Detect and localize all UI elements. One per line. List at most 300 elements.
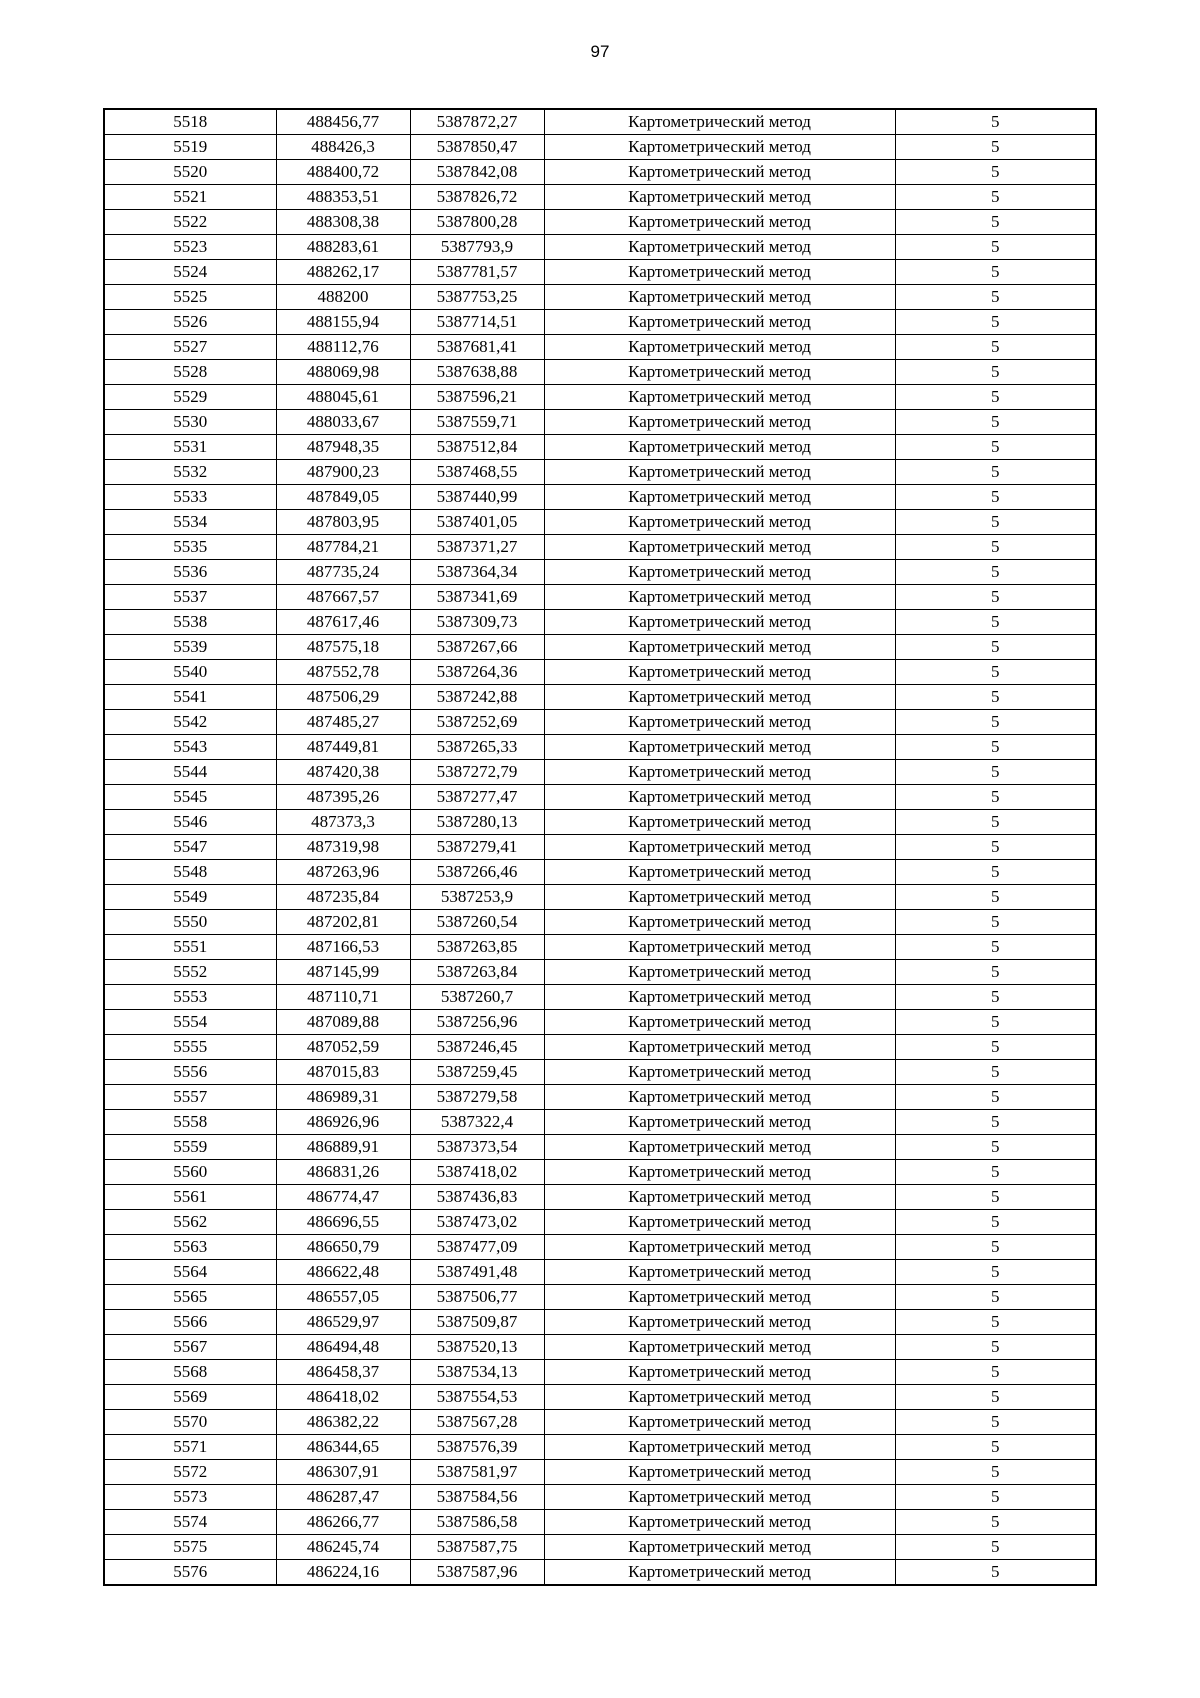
- method-cell: Картометрический метод: [544, 785, 895, 810]
- point-number-cell: 5536: [104, 560, 276, 585]
- table-row: [104, 935, 1096, 960]
- y-coordinate-cell: 5387793,9: [410, 235, 544, 260]
- x-coordinate-cell: 487015,83: [276, 1060, 410, 1085]
- accuracy-cell: 5: [895, 285, 1096, 310]
- x-coordinate-cell: 486529,97: [276, 1310, 410, 1335]
- y-coordinate-cell: 5387850,47: [410, 135, 544, 160]
- x-coordinate-cell: 486622,48: [276, 1260, 410, 1285]
- accuracy-cell: 5: [895, 1385, 1096, 1410]
- accuracy-cell: 5: [895, 985, 1096, 1010]
- table-row: [104, 1210, 1096, 1235]
- accuracy-cell: 5: [895, 1010, 1096, 1035]
- accuracy-cell: 5: [895, 1085, 1096, 1110]
- x-coordinate-cell: 486287,47: [276, 1485, 410, 1510]
- table-row: [104, 485, 1096, 510]
- method-cell: Картометрический метод: [544, 1385, 895, 1410]
- y-coordinate-cell: 5387277,47: [410, 785, 544, 810]
- table-row: [104, 660, 1096, 685]
- point-number-cell: 5571: [104, 1435, 276, 1460]
- accuracy-cell: 5: [895, 185, 1096, 210]
- table-row: [104, 835, 1096, 860]
- x-coordinate-cell: 488200: [276, 285, 410, 310]
- method-cell: Картометрический метод: [544, 285, 895, 310]
- x-coordinate-cell: 487485,27: [276, 710, 410, 735]
- point-number-cell: 5531: [104, 435, 276, 460]
- point-number-cell: 5540: [104, 660, 276, 685]
- point-number-cell: 5568: [104, 1360, 276, 1385]
- accuracy-cell: 5: [895, 410, 1096, 435]
- accuracy-cell: 5: [895, 1285, 1096, 1310]
- method-cell: Картометрический метод: [544, 885, 895, 910]
- accuracy-cell: 5: [895, 785, 1096, 810]
- method-cell: Картометрический метод: [544, 109, 895, 135]
- table-row: [104, 410, 1096, 435]
- table-row: [104, 735, 1096, 760]
- x-coordinate-cell: 488069,98: [276, 360, 410, 385]
- table-row: [104, 385, 1096, 410]
- x-coordinate-cell: 486344,65: [276, 1435, 410, 1460]
- method-cell: Картометрический метод: [544, 1410, 895, 1435]
- method-cell: Картометрический метод: [544, 635, 895, 660]
- table-row: [104, 585, 1096, 610]
- point-number-cell: 5550: [104, 910, 276, 935]
- accuracy-cell: 5: [895, 1185, 1096, 1210]
- accuracy-cell: 5: [895, 485, 1096, 510]
- method-cell: Картометрический метод: [544, 435, 895, 460]
- accuracy-cell: 5: [895, 360, 1096, 385]
- accuracy-cell: 5: [895, 835, 1096, 860]
- x-coordinate-cell: 486307,91: [276, 1460, 410, 1485]
- method-cell: Картометрический метод: [544, 135, 895, 160]
- y-coordinate-cell: 5387581,97: [410, 1460, 544, 1485]
- method-cell: Картометрический метод: [544, 235, 895, 260]
- method-cell: Картометрический метод: [544, 510, 895, 535]
- point-number-cell: 5530: [104, 410, 276, 435]
- x-coordinate-cell: 486245,74: [276, 1535, 410, 1560]
- accuracy-cell: 5: [895, 210, 1096, 235]
- accuracy-cell: 5: [895, 1260, 1096, 1285]
- point-number-cell: 5552: [104, 960, 276, 985]
- y-coordinate-cell: 5387264,36: [410, 660, 544, 685]
- x-coordinate-cell: 487089,88: [276, 1010, 410, 1035]
- method-cell: Картометрический метод: [544, 1510, 895, 1535]
- x-coordinate-cell: 487449,81: [276, 735, 410, 760]
- method-cell: Картометрический метод: [544, 585, 895, 610]
- method-cell: Картометрический метод: [544, 210, 895, 235]
- x-coordinate-cell: 487948,35: [276, 435, 410, 460]
- y-coordinate-cell: 5387373,54: [410, 1135, 544, 1160]
- method-cell: Картометрический метод: [544, 810, 895, 835]
- method-cell: Картометрический метод: [544, 1535, 895, 1560]
- point-number-cell: 5541: [104, 685, 276, 710]
- accuracy-cell: 5: [895, 1335, 1096, 1360]
- accuracy-cell: 5: [895, 109, 1096, 135]
- x-coordinate-cell: 487110,71: [276, 985, 410, 1010]
- method-cell: Картометрический метод: [544, 985, 895, 1010]
- point-number-cell: 5560: [104, 1160, 276, 1185]
- table-row: [104, 185, 1096, 210]
- table-row: [104, 1535, 1096, 1560]
- accuracy-cell: 5: [895, 335, 1096, 360]
- point-number-cell: 5545: [104, 785, 276, 810]
- accuracy-cell: 5: [895, 1510, 1096, 1535]
- point-number-cell: 5520: [104, 160, 276, 185]
- x-coordinate-cell: 486831,26: [276, 1160, 410, 1185]
- point-number-cell: 5548: [104, 860, 276, 885]
- table-row: [104, 1485, 1096, 1510]
- x-coordinate-cell: 487735,24: [276, 560, 410, 585]
- accuracy-cell: 5: [895, 510, 1096, 535]
- y-coordinate-cell: 5387242,88: [410, 685, 544, 710]
- x-coordinate-cell: 487420,38: [276, 760, 410, 785]
- method-cell: Картометрический метод: [544, 410, 895, 435]
- y-coordinate-cell: 5387559,71: [410, 410, 544, 435]
- x-coordinate-cell: 486266,77: [276, 1510, 410, 1535]
- point-number-cell: 5559: [104, 1135, 276, 1160]
- point-number-cell: 5535: [104, 535, 276, 560]
- method-cell: Картометрический метод: [544, 1360, 895, 1385]
- x-coordinate-cell: 488112,76: [276, 335, 410, 360]
- table-row: [104, 810, 1096, 835]
- point-number-cell: 5551: [104, 935, 276, 960]
- method-cell: Картометрический метод: [544, 360, 895, 385]
- table-row: [104, 760, 1096, 785]
- point-number-cell: 5539: [104, 635, 276, 660]
- y-coordinate-cell: 5387781,57: [410, 260, 544, 285]
- x-coordinate-cell: 487784,21: [276, 535, 410, 560]
- x-coordinate-cell: 488400,72: [276, 160, 410, 185]
- table-row: [104, 1460, 1096, 1485]
- method-cell: Картометрический метод: [544, 910, 895, 935]
- accuracy-cell: 5: [895, 1410, 1096, 1435]
- table-row: [104, 1385, 1096, 1410]
- point-number-cell: 5564: [104, 1260, 276, 1285]
- point-number-cell: 5556: [104, 1060, 276, 1085]
- y-coordinate-cell: 5387364,34: [410, 560, 544, 585]
- point-number-cell: 5570: [104, 1410, 276, 1435]
- table-row: [104, 460, 1096, 485]
- method-cell: Картометрический метод: [544, 735, 895, 760]
- y-coordinate-cell: 5387534,13: [410, 1360, 544, 1385]
- table-row: [104, 510, 1096, 535]
- accuracy-cell: 5: [895, 1135, 1096, 1160]
- x-coordinate-cell: 487667,57: [276, 585, 410, 610]
- table-row: [104, 360, 1096, 385]
- x-coordinate-cell: 488308,38: [276, 210, 410, 235]
- method-cell: Картометрический метод: [544, 1060, 895, 1085]
- y-coordinate-cell: 5387253,9: [410, 885, 544, 910]
- accuracy-cell: 5: [895, 260, 1096, 285]
- table-row: [104, 235, 1096, 260]
- point-number-cell: 5537: [104, 585, 276, 610]
- point-number-cell: 5544: [104, 760, 276, 785]
- accuracy-cell: 5: [895, 710, 1096, 735]
- y-coordinate-cell: 5387259,45: [410, 1060, 544, 1085]
- accuracy-cell: 5: [895, 160, 1096, 185]
- method-cell: Картометрический метод: [544, 610, 895, 635]
- y-coordinate-cell: 5387272,79: [410, 760, 544, 785]
- method-cell: Картометрический метод: [544, 1110, 895, 1135]
- x-coordinate-cell: 486382,22: [276, 1410, 410, 1435]
- y-coordinate-cell: 5387322,4: [410, 1110, 544, 1135]
- point-number-cell: 5533: [104, 485, 276, 510]
- table-row: [104, 910, 1096, 935]
- point-number-cell: 5543: [104, 735, 276, 760]
- method-cell: Картометрический метод: [544, 1135, 895, 1160]
- method-cell: Картометрический метод: [544, 1460, 895, 1485]
- point-number-cell: 5557: [104, 1085, 276, 1110]
- x-coordinate-cell: 487166,53: [276, 935, 410, 960]
- point-number-cell: 5574: [104, 1510, 276, 1535]
- x-coordinate-cell: 486418,02: [276, 1385, 410, 1410]
- x-coordinate-cell: 487803,95: [276, 510, 410, 535]
- method-cell: Картометрический метод: [544, 1235, 895, 1260]
- accuracy-cell: 5: [895, 385, 1096, 410]
- y-coordinate-cell: 5387309,73: [410, 610, 544, 635]
- accuracy-cell: 5: [895, 1235, 1096, 1260]
- table-row: [104, 310, 1096, 335]
- y-coordinate-cell: 5387260,7: [410, 985, 544, 1010]
- method-cell: Картометрический метод: [544, 185, 895, 210]
- table-row: [104, 1110, 1096, 1135]
- method-cell: Картометрический метод: [544, 1085, 895, 1110]
- x-coordinate-cell: 488426,3: [276, 135, 410, 160]
- method-cell: Картометрический метод: [544, 1210, 895, 1235]
- table-row: [104, 435, 1096, 460]
- y-coordinate-cell: 5387341,69: [410, 585, 544, 610]
- x-coordinate-cell: 486889,91: [276, 1135, 410, 1160]
- y-coordinate-cell: 5387468,55: [410, 460, 544, 485]
- y-coordinate-cell: 5387520,13: [410, 1335, 544, 1360]
- point-number-cell: 5558: [104, 1110, 276, 1135]
- table-row: [104, 1285, 1096, 1310]
- x-coordinate-cell: 487373,3: [276, 810, 410, 835]
- x-coordinate-cell: 487319,98: [276, 835, 410, 860]
- x-coordinate-cell: 488262,17: [276, 260, 410, 285]
- method-cell: Картометрический метод: [544, 1310, 895, 1335]
- table-row: [104, 1060, 1096, 1085]
- table-row: [104, 785, 1096, 810]
- y-coordinate-cell: 5387842,08: [410, 160, 544, 185]
- method-cell: Картометрический метод: [544, 1260, 895, 1285]
- x-coordinate-cell: 487506,29: [276, 685, 410, 710]
- method-cell: Картометрический метод: [544, 385, 895, 410]
- point-number-cell: 5567: [104, 1335, 276, 1360]
- y-coordinate-cell: 5387491,48: [410, 1260, 544, 1285]
- method-cell: Картометрический метод: [544, 460, 895, 485]
- accuracy-cell: 5: [895, 810, 1096, 835]
- table-row: [104, 285, 1096, 310]
- accuracy-cell: 5: [895, 1310, 1096, 1335]
- method-cell: Картометрический метод: [544, 1160, 895, 1185]
- y-coordinate-cell: 5387509,87: [410, 1310, 544, 1335]
- accuracy-cell: 5: [895, 560, 1096, 585]
- x-coordinate-cell: 488045,61: [276, 385, 410, 410]
- table-row: [104, 1510, 1096, 1535]
- table-row: [104, 1335, 1096, 1360]
- accuracy-cell: 5: [895, 860, 1096, 885]
- method-cell: Картометрический метод: [544, 685, 895, 710]
- y-coordinate-cell: 5387267,66: [410, 635, 544, 660]
- accuracy-cell: 5: [895, 685, 1096, 710]
- y-coordinate-cell: 5387512,84: [410, 435, 544, 460]
- table-row: [104, 210, 1096, 235]
- method-cell: Картометрический метод: [544, 1435, 895, 1460]
- method-cell: Картометрический метод: [544, 335, 895, 360]
- x-coordinate-cell: 487263,96: [276, 860, 410, 885]
- table-row: [104, 135, 1096, 160]
- point-number-cell: 5566: [104, 1310, 276, 1335]
- accuracy-cell: 5: [895, 760, 1096, 785]
- y-coordinate-cell: 5387554,53: [410, 1385, 544, 1410]
- x-coordinate-cell: 486650,79: [276, 1235, 410, 1260]
- accuracy-cell: 5: [895, 635, 1096, 660]
- point-number-cell: 5565: [104, 1285, 276, 1310]
- accuracy-cell: 5: [895, 1160, 1096, 1185]
- method-cell: Картометрический метод: [544, 1010, 895, 1035]
- x-coordinate-cell: 486494,48: [276, 1335, 410, 1360]
- y-coordinate-cell: 5387440,99: [410, 485, 544, 510]
- table-row: [104, 960, 1096, 985]
- y-coordinate-cell: 5387256,96: [410, 1010, 544, 1035]
- x-coordinate-cell: 486926,96: [276, 1110, 410, 1135]
- page-number: 97: [590, 42, 610, 61]
- method-cell: Картометрический метод: [544, 310, 895, 335]
- table-row: [104, 860, 1096, 885]
- point-number-cell: 5538: [104, 610, 276, 635]
- point-number-cell: 5546: [104, 810, 276, 835]
- x-coordinate-cell: 486696,55: [276, 1210, 410, 1235]
- y-coordinate-cell: 5387596,21: [410, 385, 544, 410]
- x-coordinate-cell: 486224,16: [276, 1560, 410, 1586]
- coordinates-table: [103, 108, 1097, 1586]
- method-cell: Картометрический метод: [544, 160, 895, 185]
- x-coordinate-cell: 486989,31: [276, 1085, 410, 1110]
- accuracy-cell: 5: [895, 935, 1096, 960]
- accuracy-cell: 5: [895, 1435, 1096, 1460]
- y-coordinate-cell: 5387473,02: [410, 1210, 544, 1235]
- accuracy-cell: 5: [895, 960, 1096, 985]
- accuracy-cell: 5: [895, 1360, 1096, 1385]
- table-row: [104, 535, 1096, 560]
- x-coordinate-cell: 488033,67: [276, 410, 410, 435]
- point-number-cell: 5522: [104, 210, 276, 235]
- method-cell: Картометрический метод: [544, 960, 895, 985]
- y-coordinate-cell: 5387586,58: [410, 1510, 544, 1535]
- y-coordinate-cell: 5387584,56: [410, 1485, 544, 1510]
- y-coordinate-cell: 5387477,09: [410, 1235, 544, 1260]
- table-row: [104, 1185, 1096, 1210]
- table-row: [104, 1260, 1096, 1285]
- x-coordinate-cell: 487395,26: [276, 785, 410, 810]
- table-row: [104, 885, 1096, 910]
- y-coordinate-cell: 5387800,28: [410, 210, 544, 235]
- x-coordinate-cell: 487849,05: [276, 485, 410, 510]
- x-coordinate-cell: 488456,77: [276, 109, 410, 135]
- table-row: [104, 260, 1096, 285]
- point-number-cell: 5576: [104, 1560, 276, 1586]
- accuracy-cell: 5: [895, 660, 1096, 685]
- table-row: [104, 1235, 1096, 1260]
- accuracy-cell: 5: [895, 1535, 1096, 1560]
- table-row: [104, 985, 1096, 1010]
- point-number-cell: 5573: [104, 1485, 276, 1510]
- point-number-cell: 5528: [104, 360, 276, 385]
- method-cell: Картометрический метод: [544, 860, 895, 885]
- y-coordinate-cell: 5387826,72: [410, 185, 544, 210]
- y-coordinate-cell: 5387279,41: [410, 835, 544, 860]
- y-coordinate-cell: 5387260,54: [410, 910, 544, 935]
- point-number-cell: 5572: [104, 1460, 276, 1485]
- y-coordinate-cell: 5387371,27: [410, 535, 544, 560]
- point-number-cell: 5549: [104, 885, 276, 910]
- x-coordinate-cell: 486774,47: [276, 1185, 410, 1210]
- table-row: [104, 1135, 1096, 1160]
- accuracy-cell: 5: [895, 460, 1096, 485]
- point-number-cell: 5575: [104, 1535, 276, 1560]
- point-number-cell: 5534: [104, 510, 276, 535]
- table-row: [104, 710, 1096, 735]
- y-coordinate-cell: 5387872,27: [410, 109, 544, 135]
- coordinates-table-body: [104, 109, 1096, 1585]
- y-coordinate-cell: 5387436,83: [410, 1185, 544, 1210]
- accuracy-cell: 5: [895, 435, 1096, 460]
- accuracy-cell: 5: [895, 235, 1096, 260]
- method-cell: Картометрический метод: [544, 660, 895, 685]
- table-row: [104, 1560, 1096, 1586]
- table-row: [104, 685, 1096, 710]
- point-number-cell: 5562: [104, 1210, 276, 1235]
- table-row: [104, 1360, 1096, 1385]
- method-cell: Картометрический метод: [544, 1185, 895, 1210]
- table-row: [104, 1010, 1096, 1035]
- y-coordinate-cell: 5387401,05: [410, 510, 544, 535]
- y-coordinate-cell: 5387263,84: [410, 960, 544, 985]
- x-coordinate-cell: 487052,59: [276, 1035, 410, 1060]
- table-row: [104, 1310, 1096, 1335]
- point-number-cell: 5529: [104, 385, 276, 410]
- method-cell: Картометрический метод: [544, 260, 895, 285]
- method-cell: Картометрический метод: [544, 560, 895, 585]
- table-row: [104, 109, 1096, 135]
- accuracy-cell: 5: [895, 1210, 1096, 1235]
- x-coordinate-cell: 488353,51: [276, 185, 410, 210]
- point-number-cell: 5553: [104, 985, 276, 1010]
- point-number-cell: 5523: [104, 235, 276, 260]
- accuracy-cell: 5: [895, 910, 1096, 935]
- method-cell: Картометрический метод: [544, 1560, 895, 1586]
- table-row: [104, 1160, 1096, 1185]
- method-cell: Картометрический метод: [544, 1035, 895, 1060]
- method-cell: Картометрический метод: [544, 760, 895, 785]
- x-coordinate-cell: 487900,23: [276, 460, 410, 485]
- method-cell: Картометрический метод: [544, 1335, 895, 1360]
- accuracy-cell: 5: [895, 1560, 1096, 1586]
- point-number-cell: 5519: [104, 135, 276, 160]
- y-coordinate-cell: 5387753,25: [410, 285, 544, 310]
- accuracy-cell: 5: [895, 1035, 1096, 1060]
- table-row: [104, 560, 1096, 585]
- point-number-cell: 5561: [104, 1185, 276, 1210]
- point-number-cell: 5554: [104, 1010, 276, 1035]
- y-coordinate-cell: 5387638,88: [410, 360, 544, 385]
- y-coordinate-cell: 5387418,02: [410, 1160, 544, 1185]
- point-number-cell: 5532: [104, 460, 276, 485]
- x-coordinate-cell: 487202,81: [276, 910, 410, 935]
- y-coordinate-cell: 5387265,33: [410, 735, 544, 760]
- y-coordinate-cell: 5387567,28: [410, 1410, 544, 1435]
- point-number-cell: 5525: [104, 285, 276, 310]
